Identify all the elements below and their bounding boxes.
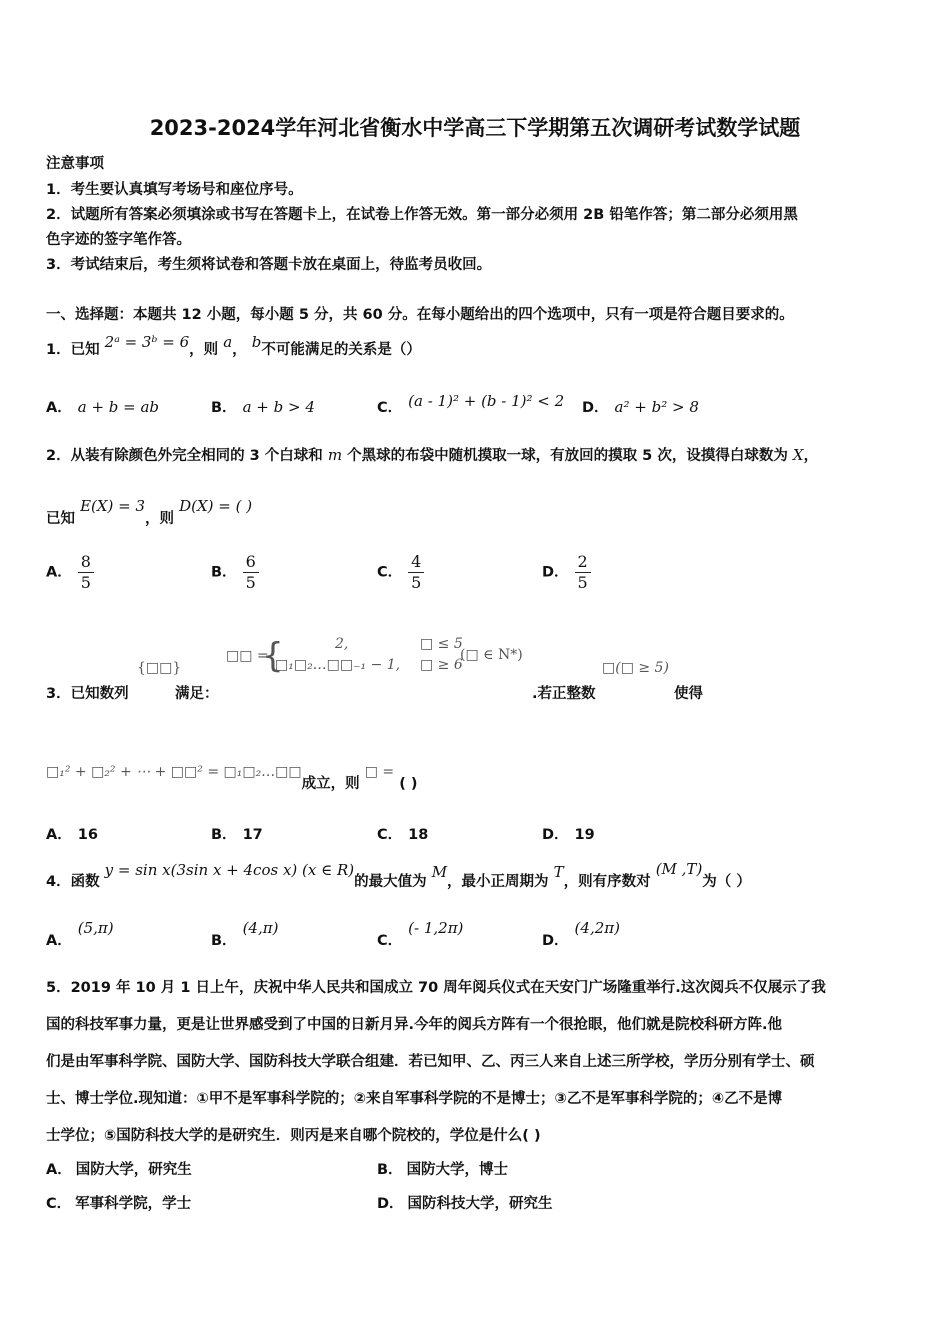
q3-equation: □₁² + □₂² + ⋯ + □□² = □₁□₂…□□: [46, 764, 302, 780]
option-text: 国防大学，博士: [406, 1162, 509, 1178]
q3-if: .若正整数: [532, 686, 596, 702]
option-label: C．: [377, 400, 403, 416]
q2-prefix: 2．从装有除颜色外完全相同的 3 个白球和: [46, 448, 323, 464]
option-text: 18: [408, 827, 429, 843]
option-text: 国防大学，研究生: [75, 1162, 192, 1178]
notice-item: 1．考生要认真填写考场号和座位序号。: [46, 182, 303, 198]
q5-option-b[interactable]: [377, 1158, 508, 1179]
q3-def-lhs: □□ =: [226, 648, 269, 664]
q2-option-b[interactable]: [211, 552, 259, 593]
q2-end: ，: [803, 448, 819, 464]
q3-option-d[interactable]: [542, 823, 595, 844]
notice-item: 色字迹的签字笔作答。: [46, 232, 191, 248]
notice-item: 3．考试结束后，考生须将试卷和答题卡放在桌面上，待监考员收回。: [46, 257, 492, 273]
option-text: a + b = ab: [77, 398, 160, 416]
q5-option-d[interactable]: [377, 1192, 553, 1213]
q3-domain: (□ ∈ N*): [460, 647, 523, 663]
option-label: D．: [542, 827, 569, 843]
q3-option-a[interactable]: [46, 823, 98, 844]
q2-option-a[interactable]: [46, 552, 94, 593]
q2-option-d[interactable]: [542, 552, 591, 593]
q4-mid3: ，则有序数对: [563, 874, 651, 890]
q2-line2-prefix: 已知: [46, 511, 75, 527]
q4-mid2: ，最小正周期为: [447, 874, 549, 890]
option-label: B．: [211, 400, 237, 416]
q3-ask: □ =: [364, 764, 395, 780]
q5-line: 士、博士学位.现知道：①甲不是军事科学院的；②来自军事科学院的不是博士；③乙不是军事科学院的；④乙不是博: [46, 1091, 783, 1107]
option-label: C．: [377, 933, 403, 949]
option-label: C．: [377, 827, 403, 843]
q4-option-d[interactable]: [542, 919, 620, 950]
option-text: (4,2π): [574, 919, 620, 937]
option-label: B．: [377, 1162, 403, 1178]
q3-def-case2: □₁□₂…□□₋₁ − 1,: [275, 657, 401, 673]
option-label: A．: [46, 564, 72, 581]
q4-suffix: 为（ ）: [702, 874, 751, 890]
option-text: 16: [77, 827, 98, 843]
q5-option-a[interactable]: [46, 1158, 192, 1179]
q3-def-case1: 2,: [335, 636, 349, 652]
section-heading: 一、选择题：本题共 12 小题，每小题 5 分，共 60 分。在每小题给出的四个选项中，只有一项是符合题目要求的。: [46, 307, 794, 323]
q4-var-m: M: [431, 863, 448, 881]
q4-pair: (M ,T): [655, 860, 703, 878]
option-label: A．: [46, 400, 72, 416]
notice-item: 2．试题所有答案必须填涂或书写在答题卡上，在试卷上作答无效。第一部分必须用 2B 铅笔作答；第二部分必须用黑: [46, 207, 798, 223]
notice-heading: 注意事项: [46, 156, 104, 172]
q3-option-b[interactable]: [211, 823, 263, 844]
option-label: D．: [542, 564, 569, 581]
fraction: [78, 552, 94, 593]
q1-suffix: 不可能满足的关系是（）: [261, 342, 421, 358]
option-text: (4,π): [242, 919, 279, 937]
q1-prefix: 1．已知: [46, 342, 100, 358]
q2-var-x: X: [792, 446, 804, 464]
option-label: B．: [211, 564, 237, 581]
fraction: [575, 552, 591, 593]
question-3-equation: [46, 760, 418, 792]
fraction-denominator: 5: [577, 573, 588, 592]
q3-prefix: 3．已知数列: [46, 686, 129, 702]
q1-var-b: b: [251, 333, 262, 351]
q1-expr: 2ᵃ = 3ᵇ = 6: [104, 333, 190, 351]
q4-option-c[interactable]: [377, 919, 464, 950]
fraction-numerator: 4: [408, 552, 424, 573]
q3-make: 使得: [674, 686, 703, 702]
option-label: D．: [542, 933, 569, 949]
q1-option-d[interactable]: [582, 396, 699, 417]
q3-option-c[interactable]: [377, 823, 428, 844]
q1-option-c[interactable]: [377, 390, 565, 416]
q3-satisfy: 满足：: [175, 686, 219, 702]
option-label: A．: [46, 827, 72, 843]
q2-expr-d: D(X) = ( ): [179, 497, 253, 515]
q4-option-a[interactable]: [46, 919, 114, 950]
q3-sequence: {□□}: [137, 660, 182, 676]
option-text: (- 1,2π): [408, 919, 464, 937]
option-text: a + b > 4: [242, 398, 315, 416]
q5-option-c[interactable]: [46, 1192, 191, 1213]
question-2-stem-line2: [46, 497, 253, 528]
option-label: C．: [377, 564, 403, 581]
q3-brace: {: [262, 636, 284, 676]
fraction-denominator: 5: [411, 573, 422, 592]
fraction-numerator: 8: [78, 552, 94, 573]
q2-mid: 个黑球的布袋中随机摸取一球，有放回的摸取 5 次，设摸得白球数为: [347, 448, 788, 464]
option-text: 17: [242, 827, 263, 843]
q4-var-t: T: [553, 863, 564, 881]
question-1-stem: [46, 333, 421, 359]
option-text: 19: [574, 827, 595, 843]
q2-expr-e: E(X) = 3: [80, 497, 146, 515]
fraction-denominator: 5: [80, 573, 91, 592]
question-4-stem: [46, 860, 751, 891]
option-label: C．: [46, 1196, 72, 1212]
q5-line: 国的科技军事力量，更是让世界感受到了中国的日新月异.今年的阅兵方阵有一个很抢眼，他们就是院校科研方阵.他: [46, 1017, 783, 1033]
q3-holds: 成立，则: [301, 776, 360, 792]
q1-option-a[interactable]: [46, 396, 159, 417]
q3-paren: ( ): [399, 776, 418, 792]
q5-line: 们是由军事科学院、国防大学、国防科技大学联合组建．若已知甲、乙、丙三人来自上述三所学校，学历分别有学士、硕: [46, 1054, 815, 1070]
q2-line2-mid: ，则: [145, 511, 175, 527]
fraction-numerator: 2: [575, 552, 591, 573]
q5-line: 士学位；⑤国防科技大学的是研究生．则丙是来自哪个院校的，学位是什么( ): [46, 1128, 541, 1144]
option-label: D．: [377, 1196, 404, 1212]
q3-cond2: □ ≥ 6: [420, 657, 463, 673]
q3-cond1: □ ≤ 5: [420, 636, 463, 652]
option-text: (5,π): [77, 919, 114, 937]
fraction: [408, 552, 424, 593]
option-label: A．: [46, 1162, 72, 1178]
option-text: 军事科学院，学士: [75, 1196, 192, 1212]
fraction: [243, 552, 259, 593]
exam-title: 2023-2024学年河北省衡水中学高三下学期第五次调研考试数学试题: [149, 116, 801, 140]
option-label: B．: [211, 827, 237, 843]
q4-prefix: 4．函数: [46, 874, 100, 890]
option-text: 国防科技大学，研究生: [407, 1196, 553, 1212]
q1-var-a: a: [223, 333, 233, 351]
option-label: B．: [211, 933, 237, 949]
q4-mid1: 的最大值为: [354, 874, 427, 890]
option-text: a² + b² > 8: [614, 398, 699, 416]
q1-mid: ，则: [189, 342, 219, 358]
q3-n-condition: □(□ ≥ 5): [602, 660, 669, 676]
option-text: (a - 1)² + (b - 1)² < 2: [408, 392, 565, 410]
q2-var-m: m: [327, 446, 343, 464]
option-label: D．: [582, 400, 609, 416]
option-label: A．: [46, 933, 72, 949]
q4-option-b[interactable]: [211, 919, 279, 950]
question-2-stem-line1: [46, 444, 818, 465]
q1-comma: ，: [232, 342, 247, 358]
q2-option-c[interactable]: [377, 552, 424, 593]
fraction-numerator: 6: [243, 552, 259, 573]
fraction-denominator: 5: [245, 573, 256, 592]
q5-line: 5．2019 年 10 月 1 日上午，庆祝中华人民共和国成立 70 周年阅兵仪式在天安门广场隆重举行.这次阅兵不仅展示了我: [46, 980, 826, 996]
q4-function: y = sin x(3sin x + 4cos x) (x ∈ R): [104, 861, 355, 879]
q1-option-b[interactable]: [211, 396, 315, 417]
